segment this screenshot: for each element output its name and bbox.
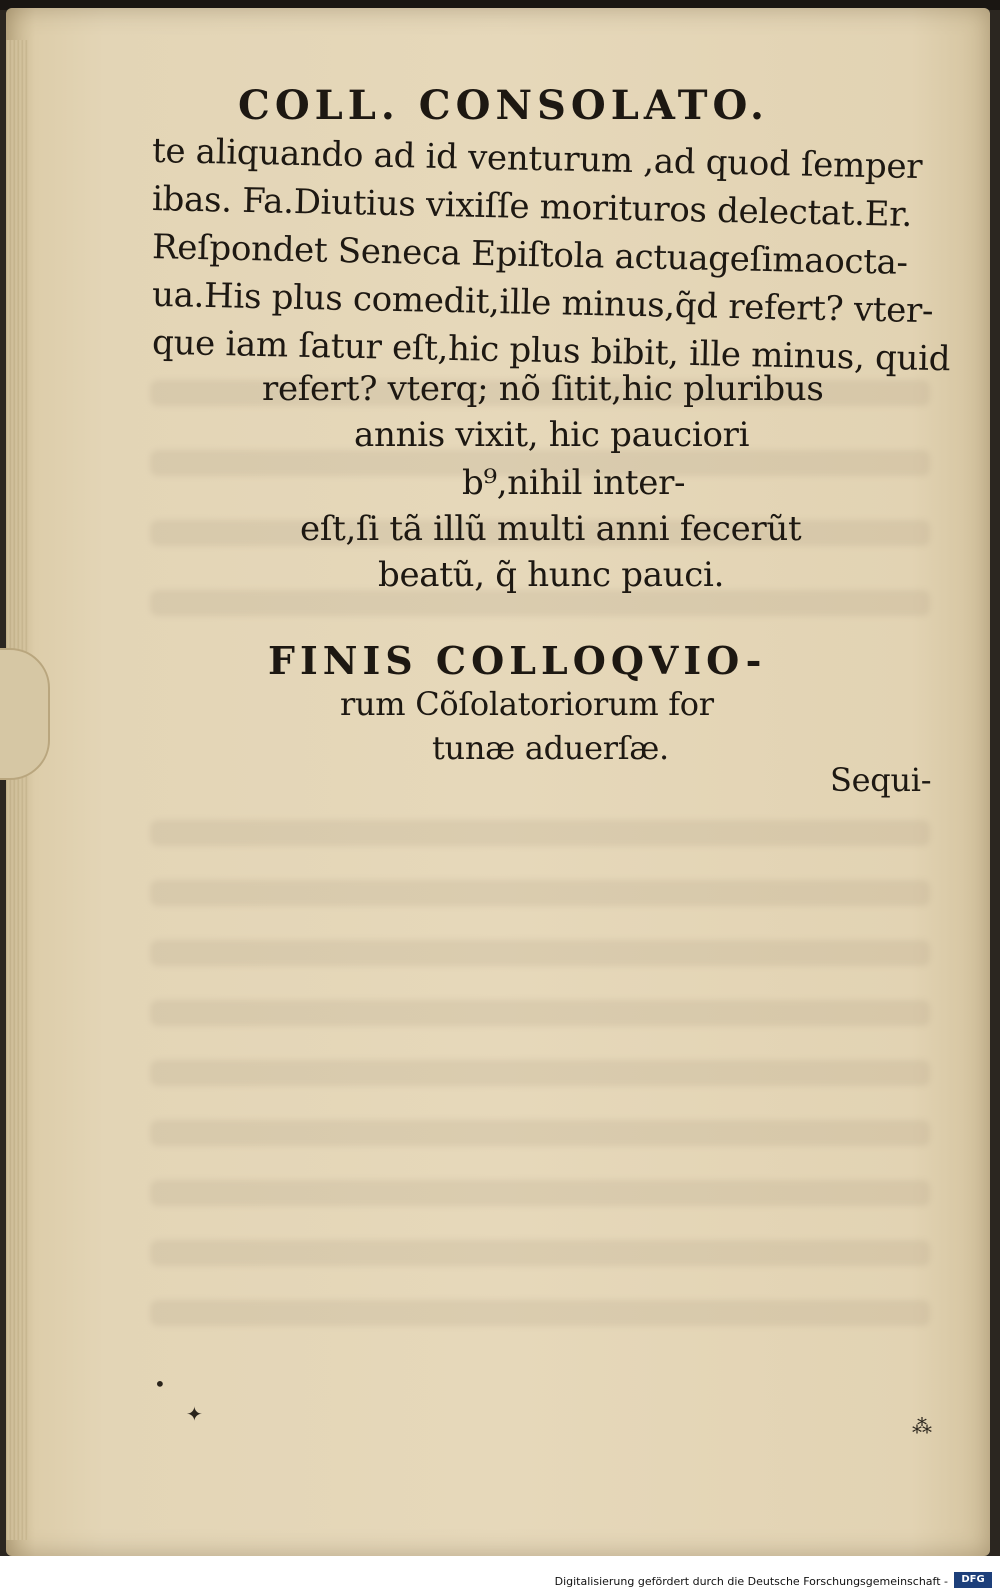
text-line-9: eſt,ſi tã illũ multi anni fecerũt (300, 509, 802, 549)
finis-title: FINIS COLLOQVIO- (268, 638, 767, 683)
text-line-10: beatũ, q̃ hunc pauci. (378, 555, 725, 595)
finis-line-1: rum Cõſolatoriorum for (340, 685, 714, 723)
dfg-logo: DFG (954, 1572, 992, 1588)
text-line-7: annis vixit, hic pauciori (354, 415, 750, 455)
text-line-4: ua.His plus comedit,ille minus,q̃d refert? vter- (151, 274, 934, 332)
digitization-footer (0, 1556, 1000, 1594)
funding-credit: Digitalisierung gefördert durch die Deutsche Forschungsgemeinschaft - (554, 1575, 948, 1588)
text-line-3: Reſpondet Seneca Epiſtola actuageſimaocta- (151, 227, 909, 283)
text-line-2: ibas. Fa.Diutius vixiſſe morituros delectat.Er. (151, 179, 913, 235)
running-header: COLL. CONSOLATO. (238, 82, 769, 129)
catchword: Sequi- (830, 761, 932, 799)
ink-speck: ⁂ (912, 1414, 932, 1438)
ink-speck: ✦ (186, 1402, 203, 1426)
text-line-6: refert? vterq; nõ ſitit,hic pluribus (262, 369, 824, 409)
text-line-5: que iam ſatur eſt,hic plus bibit, ille minus, quid (151, 322, 951, 380)
text-line-8: b⁹,nihil inter- (462, 463, 686, 503)
finis-line-2: tunæ aduerſæ. (432, 729, 669, 767)
text-line-1: te aliquando ad id venturum ,ad quod ſemper (151, 130, 923, 188)
ink-speck: • (154, 1372, 166, 1396)
